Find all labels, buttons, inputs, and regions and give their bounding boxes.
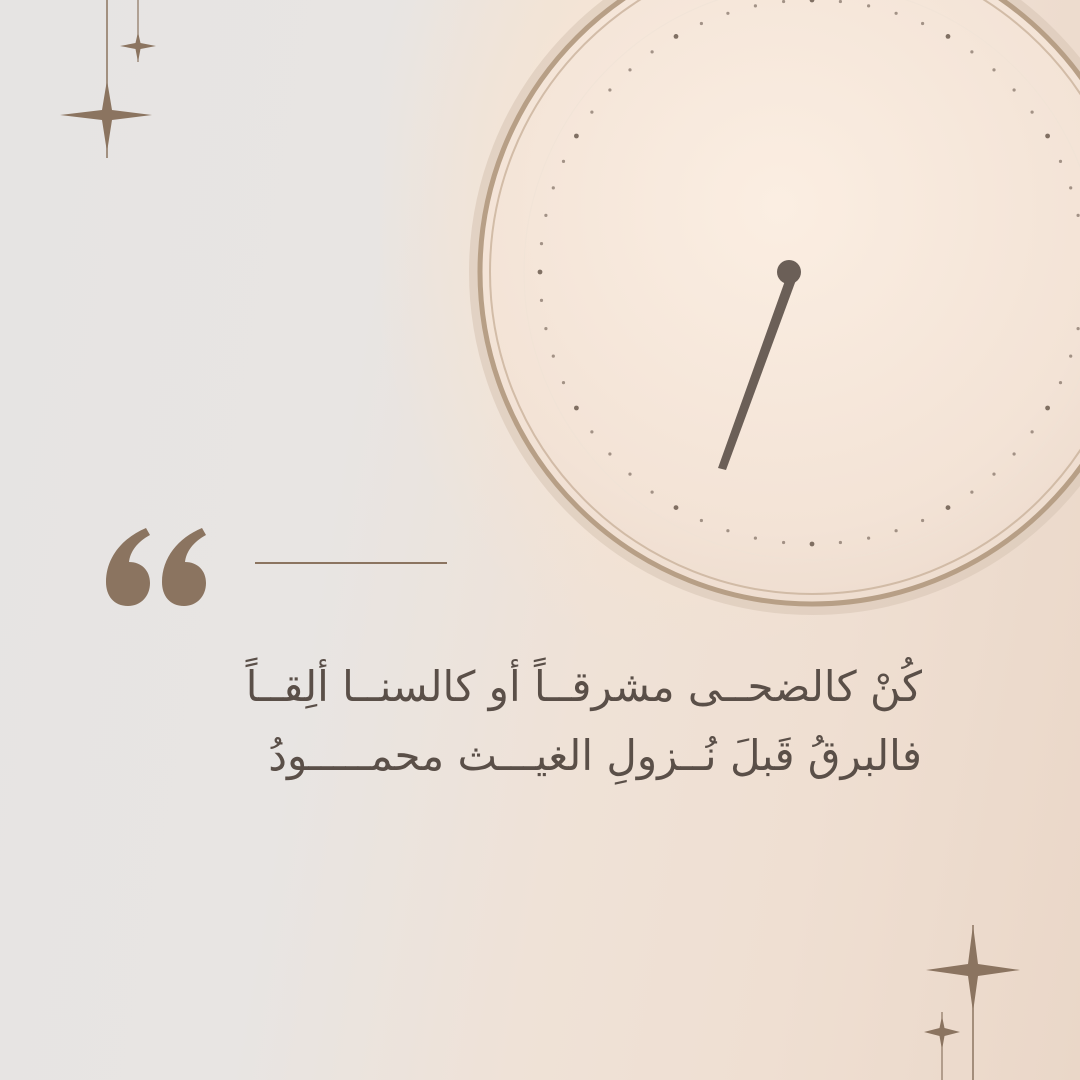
clock-tick (839, 0, 842, 3)
clock-tick (1069, 186, 1072, 189)
quote-text (102, 652, 922, 790)
clock-tick (1059, 160, 1062, 163)
clock-tick (970, 50, 973, 53)
clock-tick (754, 4, 757, 7)
clock-tick (590, 111, 593, 114)
clock-tick (782, 0, 785, 3)
clock-tick (895, 12, 898, 15)
clock-tick (651, 50, 654, 53)
clock-tick (651, 491, 654, 494)
clock-tick (608, 452, 611, 455)
clock-tick (726, 12, 729, 15)
sparkle-large-icon-2 (926, 925, 1020, 1012)
clock-tick (726, 529, 729, 532)
clock-tick (1045, 406, 1050, 411)
clock-tick (590, 430, 593, 433)
clock-tick (1059, 381, 1062, 384)
clock-tick (1013, 452, 1016, 455)
clock-tick (1031, 430, 1034, 433)
clock-tick (628, 473, 631, 476)
clock-tick (1013, 88, 1016, 91)
clock-tick (970, 491, 973, 494)
clock-tick (946, 505, 951, 510)
clock-tick (992, 68, 995, 71)
clock-hub (777, 260, 801, 284)
clock-tick (538, 270, 543, 275)
clock-tick (1077, 214, 1080, 217)
clock-tick (574, 406, 579, 411)
clock-tick (552, 186, 555, 189)
clock-tick (540, 242, 543, 245)
divider-line (255, 562, 447, 564)
clock-tick (1069, 355, 1072, 358)
clock-tick (700, 519, 703, 522)
clock-tick (921, 22, 924, 25)
clock-tick (628, 68, 631, 71)
clock-tick (921, 519, 924, 522)
clock-tick (562, 381, 565, 384)
clock-tick (700, 22, 703, 25)
clock-tick (867, 537, 870, 540)
sparkle-small-icon-2 (924, 1016, 960, 1050)
clock-tick (1045, 134, 1050, 139)
clock-tick (574, 134, 579, 139)
clock-tick (674, 34, 679, 39)
clock-tick (1077, 327, 1080, 330)
clock-tick (544, 327, 547, 330)
quote-mark-icon (104, 522, 208, 606)
sparkle-small-icon (120, 32, 156, 62)
clock-tick (782, 541, 785, 544)
clock-tick (895, 529, 898, 532)
clock-tick (946, 34, 951, 39)
quote-line-2: فالبرقُ قَبلَ نُــزولِ الغيـــث محمـــــودُ (268, 731, 922, 780)
quote-line-1: كُنْ كالضحــى مشرقــاً أو كالسنــا ألِقــاً (245, 662, 922, 711)
clock-tick (839, 541, 842, 544)
clock-tick (754, 537, 757, 540)
clock-tick (562, 160, 565, 163)
sparkle-large-icon (60, 80, 152, 152)
clock-tick (674, 505, 679, 510)
clock-tick (608, 88, 611, 91)
clock-tick (1031, 111, 1034, 114)
clock-tick (544, 214, 547, 217)
clock-tick (540, 299, 543, 302)
clock-tick (867, 4, 870, 7)
clock-tick (810, 542, 815, 547)
clock-tick (992, 473, 995, 476)
clock-tick (552, 355, 555, 358)
